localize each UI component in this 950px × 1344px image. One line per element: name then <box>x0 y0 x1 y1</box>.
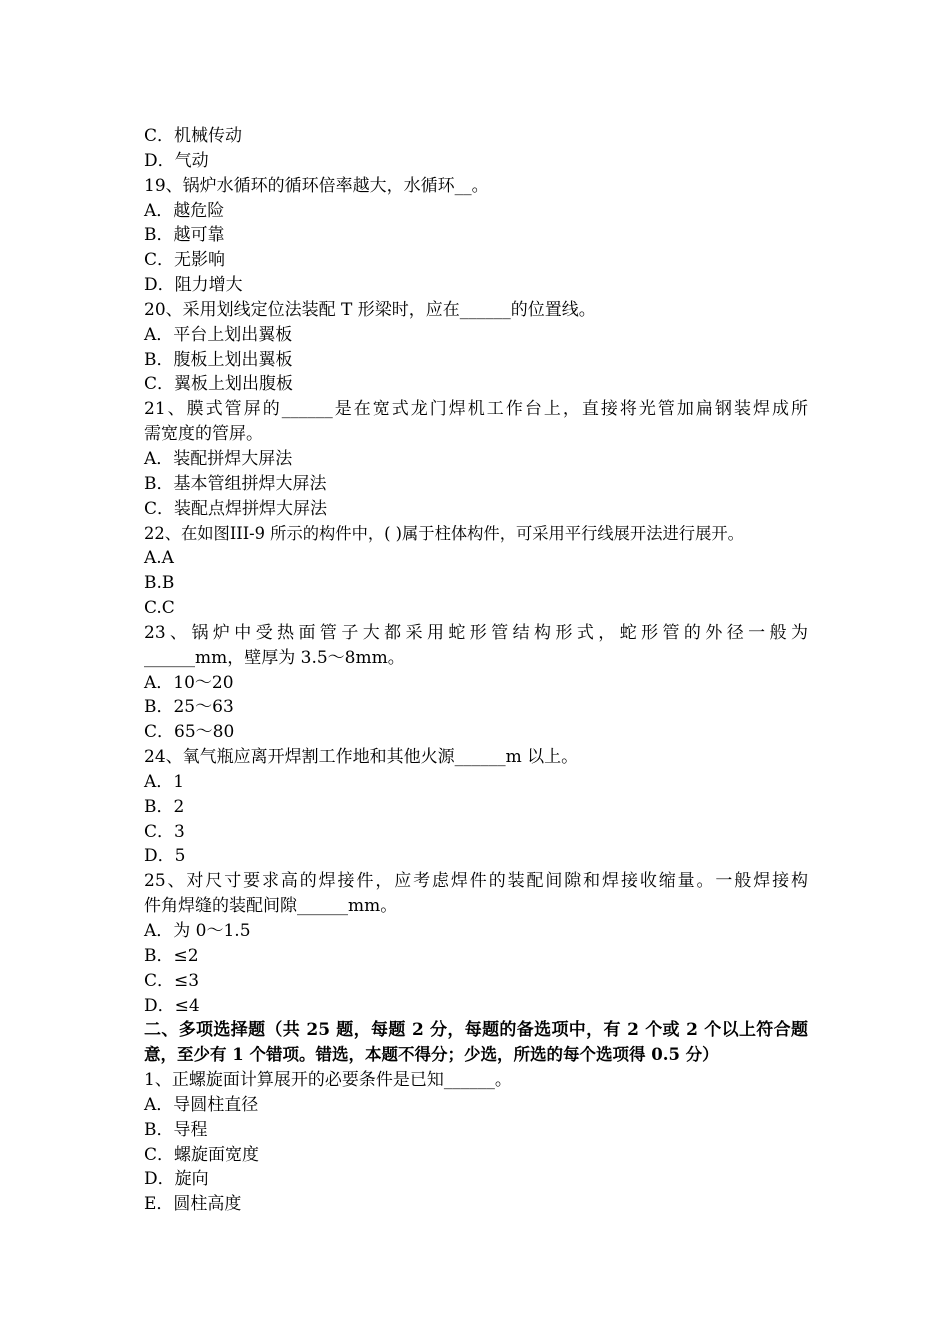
question-25-line-1: 25、对尺寸要求高的焊接件，应考虑焊件的装配间隙和焊接收缩量。一般焊接构 <box>144 871 808 892</box>
multi-question-1-option-a: A．导圆柱直径 <box>144 1094 259 1115</box>
question-22-option-c: C.C <box>144 598 175 619</box>
question-20: 20、采用划线定位法装配 T 形梁时，应在______的位置线。 <box>144 299 596 320</box>
question-24-option-c: C．3 <box>144 821 185 842</box>
question-20-option-c: C．翼板上划出腹板 <box>144 374 294 395</box>
question-19-option-a: A．越危险 <box>144 200 225 221</box>
multi-question-1-option-b: B．导程 <box>144 1119 208 1140</box>
question-21-line-2: 需宽度的管屏。 <box>144 424 263 445</box>
section-2-heading-line-2: 意，至少有 1 个错项。错选，本题不得分；少选，所选的每个选项得 0.5 分） <box>144 1045 719 1065</box>
question-25-line-2: 件角焊缝的装配间隙______mm。 <box>144 896 398 917</box>
question-20-option-a: A．平台上划出翼板 <box>144 324 293 345</box>
question-25-option-b: B．≤2 <box>144 945 199 966</box>
question-22-option-b: B.B <box>144 573 175 594</box>
multi-question-1: 1、正螺旋面计算展开的必要条件是已知______。 <box>144 1070 512 1091</box>
option-c-mechanical-drive: C．机械传动 <box>144 126 243 146</box>
question-23-option-a: A．10～20 <box>144 672 234 693</box>
section-2-heading-line-1: 二、多项选择题（共 25 题，每题 2 分，每题的备选项中，有 2 个或 2 个以上符合题 <box>144 1020 808 1041</box>
document-page <box>144 124 808 1217</box>
question-22-option-a: A.A <box>144 548 174 569</box>
question-19-option-c: C．无影响 <box>144 250 226 271</box>
question-24-option-a: A．1 <box>144 771 185 792</box>
question-25-option-d: D．≤4 <box>144 995 200 1016</box>
multi-question-1-option-c: C．螺旋面宽度 <box>144 1144 260 1165</box>
question-25-option-c: C．≤3 <box>144 970 200 991</box>
question-24-option-d: D．5 <box>144 846 186 867</box>
question-23-option-c: C．65～80 <box>144 722 235 743</box>
question-19-option-b: B．越可靠 <box>144 225 225 246</box>
question-22: 22、在如图III-9 所示的构件中，( )属于柱体构件，可采用平行线展开法进行展开。 <box>144 523 744 543</box>
question-19: 19、锅炉水循环的循环倍率越大，水循环__。 <box>144 175 489 196</box>
question-24: 24、氧气瓶应离开焊割工作地和其他火源______m 以上。 <box>144 747 579 768</box>
option-d-pneumatic: D．气动 <box>144 150 209 171</box>
question-19-option-d: D．阻力增大 <box>144 275 243 296</box>
question-25-option-a: A．为 0～1.5 <box>144 921 251 941</box>
question-21-option-c: C．装配点焊拼焊大屏法 <box>144 498 328 519</box>
question-21-line-1: 21、膜式管屏的______是在宽式龙门焊机工作台上，直接将光管加扁钢装焊成所 <box>144 399 808 420</box>
question-23-line-2: ______mm，壁厚为 3.5～8mm。 <box>144 647 405 668</box>
question-21-option-a: A．装配拼焊大屏法 <box>144 448 293 469</box>
question-23-line-1: 23、锅炉中受热面管子大都采用蛇形管结构形式，蛇形管的外径一般为 <box>144 622 808 643</box>
question-23-option-b: B．25～63 <box>144 697 234 718</box>
question-20-option-b: B．腹板上划出翼板 <box>144 349 293 370</box>
multi-question-1-option-d: D．旋向 <box>144 1169 209 1190</box>
question-21-option-b: B．基本管组拼焊大屏法 <box>144 473 327 494</box>
multi-question-1-option-e: E．圆柱高度 <box>144 1194 242 1215</box>
question-24-option-b: B．2 <box>144 796 185 817</box>
